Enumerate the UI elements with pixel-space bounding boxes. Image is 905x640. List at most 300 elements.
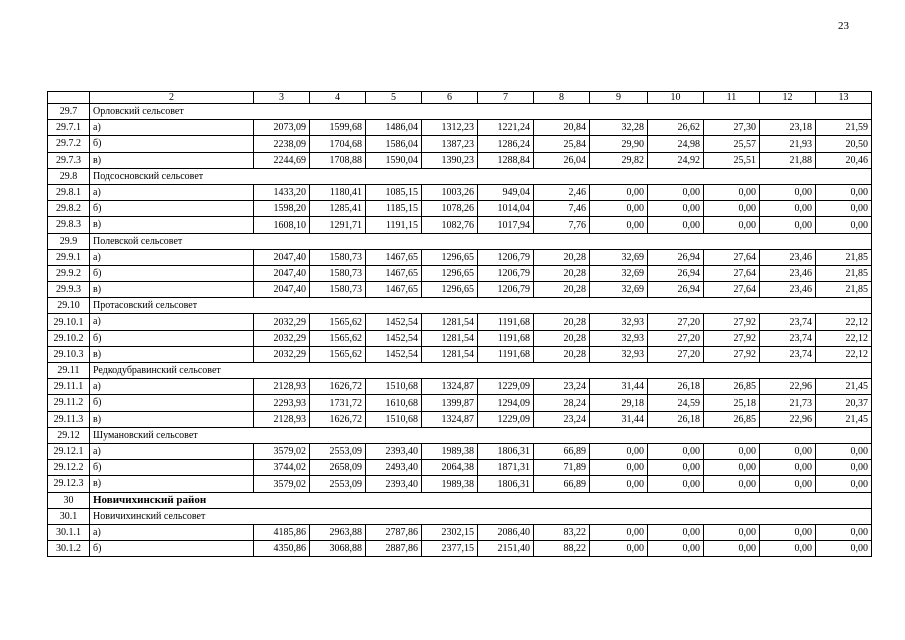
value-cell: 949,04 [478,184,534,200]
district-row [48,492,872,508]
value-cell: 2393,40 [366,443,422,459]
value-cell: 1082,76 [422,217,478,233]
value-cell: 26,94 [648,249,704,265]
value-cell: 1003,26 [422,184,478,200]
value-cell: 1324,87 [422,411,478,427]
value-cell: 1565,62 [310,330,366,346]
value-cell: 1281,54 [422,346,478,362]
value-cell: 1580,73 [310,249,366,265]
table-row [48,120,872,136]
value-cell: 23,74 [760,314,816,330]
value-cell: 0,00 [704,460,760,476]
value-cell: 32,93 [590,330,648,346]
value-cell: 1291,71 [310,217,366,233]
value-cell: 23,46 [760,265,816,281]
value-cell: 32,93 [590,346,648,362]
row-code: 29.7.3 [48,152,90,168]
value-cell: 26,18 [648,411,704,427]
row-code: 29.9.3 [48,282,90,298]
value-cell: 0,00 [590,443,648,459]
table-row [48,524,872,540]
value-cell: 2047,40 [254,265,310,281]
value-cell: 0,00 [590,184,648,200]
value-cell: 0,00 [816,524,872,540]
value-cell: 32,69 [590,282,648,298]
value-cell: 2658,09 [310,460,366,476]
value-cell: 0,00 [760,443,816,459]
value-cell: 27,92 [704,346,760,362]
row-code: 29.11.2 [48,395,90,411]
row-code: 29.9.2 [48,265,90,281]
value-cell: 1085,15 [366,184,422,200]
value-cell: 28,24 [534,395,590,411]
value-cell: 1285,41 [310,201,366,217]
value-cell: 22,96 [760,411,816,427]
value-cell: 20,28 [534,330,590,346]
value-cell: 26,85 [704,411,760,427]
value-cell: 1221,24 [478,120,534,136]
value-cell: 25,18 [704,395,760,411]
section-code: 29.11 [48,363,90,379]
value-cell: 0,00 [648,541,704,557]
value-cell: 1510,68 [366,411,422,427]
value-cell: 0,00 [704,201,760,217]
value-cell: 66,89 [534,443,590,459]
value-cell: 24,92 [648,152,704,168]
row-variant: б) [90,136,254,152]
header-cell: 11 [704,92,760,104]
value-cell: 0,00 [816,476,872,492]
row-code: 29.8.2 [48,201,90,217]
table-row [48,282,872,298]
value-cell: 1704,68 [310,136,366,152]
value-cell: 0,00 [590,217,648,233]
value-cell: 1452,54 [366,330,422,346]
value-cell: 1486,04 [366,120,422,136]
tariff-table [47,91,872,557]
value-cell: 1206,79 [478,249,534,265]
value-cell: 22,12 [816,346,872,362]
value-cell: 1626,72 [310,411,366,427]
row-code: 29.8.1 [48,184,90,200]
value-cell: 1590,04 [366,152,422,168]
value-cell: 0,00 [760,524,816,540]
value-cell: 2293,93 [254,395,310,411]
value-cell: 1399,87 [422,395,478,411]
value-cell: 20,28 [534,346,590,362]
value-cell: 0,00 [648,460,704,476]
value-cell: 2128,93 [254,379,310,395]
row-variant: а) [90,120,254,136]
row-variant: а) [90,184,254,200]
table-row [48,346,872,362]
value-cell: 1390,23 [422,152,478,168]
value-cell: 1191,15 [366,217,422,233]
value-cell: 66,89 [534,476,590,492]
table-row [48,476,872,492]
value-cell: 2128,93 [254,411,310,427]
table-row [48,330,872,346]
header-cell: 12 [760,92,816,104]
value-cell: 0,00 [760,217,816,233]
value-cell: 1608,10 [254,217,310,233]
value-cell: 27,64 [704,249,760,265]
table-row [48,201,872,217]
value-cell: 0,00 [590,476,648,492]
section-row [48,233,872,249]
value-cell: 31,44 [590,411,648,427]
value-cell: 1586,04 [366,136,422,152]
value-cell: 26,94 [648,265,704,281]
value-cell: 21,93 [760,136,816,152]
row-variant: в) [90,476,254,492]
section-code: 29.8 [48,168,90,184]
section-code: 30.1 [48,508,90,524]
value-cell: 1191,68 [478,314,534,330]
row-code: 29.7.2 [48,136,90,152]
value-cell: 2064,38 [422,460,478,476]
value-cell: 1017,94 [478,217,534,233]
section-row [48,427,872,443]
value-cell: 1708,88 [310,152,366,168]
row-variant: б) [90,201,254,217]
table-row [48,314,872,330]
value-cell: 0,00 [816,443,872,459]
value-cell: 2787,86 [366,524,422,540]
value-cell: 7,76 [534,217,590,233]
value-cell: 3068,88 [310,541,366,557]
value-cell: 0,00 [760,541,816,557]
table-row [48,265,872,281]
row-code: 29.10.2 [48,330,90,346]
value-cell: 27,92 [704,314,760,330]
value-cell: 27,20 [648,330,704,346]
header-cell: 2 [90,92,254,104]
value-cell: 32,69 [590,265,648,281]
value-cell: 0,00 [648,443,704,459]
section-code: 30 [48,492,90,508]
value-cell: 0,00 [590,460,648,476]
value-cell: 1610,68 [366,395,422,411]
value-cell: 1229,09 [478,411,534,427]
value-cell: 0,00 [704,443,760,459]
value-cell: 0,00 [590,524,648,540]
value-cell: 25,84 [534,136,590,152]
row-variant: б) [90,460,254,476]
value-cell: 26,62 [648,120,704,136]
value-cell: 1296,65 [422,249,478,265]
value-cell: 1467,65 [366,265,422,281]
value-cell: 0,00 [704,541,760,557]
value-cell: 0,00 [816,217,872,233]
value-cell: 21,59 [816,120,872,136]
value-cell: 2,46 [534,184,590,200]
value-cell: 27,30 [704,120,760,136]
value-cell: 3579,02 [254,476,310,492]
value-cell: 22,12 [816,314,872,330]
row-code: 29.12.2 [48,460,90,476]
value-cell: 1078,26 [422,201,478,217]
header-cell-blank [48,92,90,104]
value-cell: 27,64 [704,282,760,298]
section-row [48,363,872,379]
row-variant: б) [90,265,254,281]
section-code: 29.10 [48,298,90,314]
value-cell: 20,84 [534,120,590,136]
header-cell: 13 [816,92,872,104]
value-cell: 88,22 [534,541,590,557]
section-row [48,168,872,184]
section-name: Новичихинский сельсовет [90,508,872,524]
header-cell: 5 [366,92,422,104]
value-cell: 2963,88 [310,524,366,540]
value-cell: 1206,79 [478,265,534,281]
value-cell: 21,85 [816,265,872,281]
value-cell: 29,82 [590,152,648,168]
row-code: 29.9.1 [48,249,90,265]
value-cell: 27,20 [648,346,704,362]
section-row [48,298,872,314]
header-cell: 3 [254,92,310,104]
section-name: Шумановский сельсовет [90,427,872,443]
value-cell: 2238,09 [254,136,310,152]
value-cell: 1599,68 [310,120,366,136]
value-cell: 0,00 [704,184,760,200]
section-name: Редкодубравинский сельсовет [90,363,872,379]
value-cell: 2032,29 [254,314,310,330]
value-cell: 1180,41 [310,184,366,200]
value-cell: 3579,02 [254,443,310,459]
row-variant: а) [90,314,254,330]
value-cell: 26,94 [648,282,704,298]
row-code: 29.7.1 [48,120,90,136]
value-cell: 1294,09 [478,395,534,411]
value-cell: 26,04 [534,152,590,168]
district-name: Новичихинский район [90,492,872,508]
value-cell: 0,00 [816,460,872,476]
header-cell: 8 [534,92,590,104]
page-number: 23 [838,20,849,32]
value-cell: 21,85 [816,282,872,298]
value-cell: 24,98 [648,136,704,152]
value-cell: 83,22 [534,524,590,540]
value-cell: 0,00 [648,184,704,200]
table-row [48,136,872,152]
value-cell: 27,92 [704,330,760,346]
value-cell: 3744,02 [254,460,310,476]
value-cell: 1281,54 [422,314,478,330]
value-cell: 0,00 [760,476,816,492]
value-cell: 20,37 [816,395,872,411]
value-cell: 1871,31 [478,460,534,476]
header-cell: 7 [478,92,534,104]
header-cell: 6 [422,92,478,104]
value-cell: 23,46 [760,249,816,265]
value-cell: 23,24 [534,411,590,427]
value-cell: 1014,04 [478,201,534,217]
value-cell: 2047,40 [254,249,310,265]
value-cell: 1467,65 [366,282,422,298]
row-code: 29.8.3 [48,217,90,233]
value-cell: 1731,72 [310,395,366,411]
row-code: 29.11.3 [48,411,90,427]
section-row [48,104,872,120]
value-cell: 29,18 [590,395,648,411]
value-cell: 20,28 [534,265,590,281]
value-cell: 26,85 [704,379,760,395]
value-cell: 1387,23 [422,136,478,152]
header-cell: 9 [590,92,648,104]
value-cell: 1206,79 [478,282,534,298]
table-row [48,460,872,476]
value-cell: 2553,09 [310,476,366,492]
value-cell: 2073,09 [254,120,310,136]
row-variant: а) [90,524,254,540]
value-cell: 1806,31 [478,443,534,459]
value-cell: 23,46 [760,282,816,298]
value-cell: 1191,68 [478,330,534,346]
value-cell: 0,00 [648,524,704,540]
value-cell: 7,46 [534,201,590,217]
value-cell: 1580,73 [310,265,366,281]
value-cell: 1312,23 [422,120,478,136]
value-cell: 20,28 [534,282,590,298]
row-variant: в) [90,411,254,427]
value-cell: 2493,40 [366,460,422,476]
value-cell: 4350,86 [254,541,310,557]
section-name: Протасовский сельсовет [90,298,872,314]
value-cell: 21,45 [816,379,872,395]
row-variant: б) [90,330,254,346]
value-cell: 0,00 [648,476,704,492]
value-cell: 2047,40 [254,282,310,298]
value-cell: 2032,29 [254,346,310,362]
value-cell: 1452,54 [366,314,422,330]
value-cell: 1296,65 [422,282,478,298]
value-cell: 0,00 [816,541,872,557]
value-cell: 0,00 [760,460,816,476]
value-cell: 1229,09 [478,379,534,395]
value-cell: 0,00 [760,184,816,200]
value-cell: 23,74 [760,330,816,346]
value-cell: 2151,40 [478,541,534,557]
value-cell: 1565,62 [310,314,366,330]
value-cell: 0,00 [648,201,704,217]
value-cell: 1185,15 [366,201,422,217]
value-cell: 20,28 [534,314,590,330]
row-code: 29.11.1 [48,379,90,395]
value-cell: 25,51 [704,152,760,168]
value-cell: 2393,40 [366,476,422,492]
value-cell: 2086,40 [478,524,534,540]
value-cell: 32,69 [590,249,648,265]
section-code: 29.12 [48,427,90,443]
value-cell: 23,74 [760,346,816,362]
value-cell: 21,45 [816,411,872,427]
value-cell: 2244,69 [254,152,310,168]
value-cell: 1467,65 [366,249,422,265]
value-cell: 1191,68 [478,346,534,362]
row-code: 29.12.1 [48,443,90,459]
value-cell: 0,00 [704,217,760,233]
value-cell: 0,00 [704,524,760,540]
value-cell: 31,44 [590,379,648,395]
value-cell: 1452,54 [366,346,422,362]
row-variant: в) [90,152,254,168]
value-cell: 0,00 [816,201,872,217]
section-row [48,508,872,524]
value-cell: 0,00 [760,201,816,217]
value-cell: 20,46 [816,152,872,168]
value-cell: 1433,20 [254,184,310,200]
value-cell: 27,64 [704,265,760,281]
value-cell: 1806,31 [478,476,534,492]
value-cell: 1989,38 [422,443,478,459]
row-variant: а) [90,443,254,459]
value-cell: 1565,62 [310,346,366,362]
value-cell: 27,20 [648,314,704,330]
table-row [48,184,872,200]
row-code: 30.1.2 [48,541,90,557]
header-cell: 4 [310,92,366,104]
row-variant: б) [90,395,254,411]
table-row [48,217,872,233]
table-row [48,379,872,395]
section-name: Подсосновский сельсовет [90,168,872,184]
value-cell: 32,93 [590,314,648,330]
value-cell: 0,00 [704,476,760,492]
value-cell: 4185,86 [254,524,310,540]
value-cell: 1580,73 [310,282,366,298]
value-cell: 20,28 [534,249,590,265]
table-row [48,395,872,411]
value-cell: 1288,84 [478,152,534,168]
table-row [48,541,872,557]
table-row [48,411,872,427]
row-code: 29.12.3 [48,476,90,492]
value-cell: 0,00 [590,541,648,557]
row-variant: а) [90,379,254,395]
value-cell: 0,00 [816,184,872,200]
value-cell: 2377,15 [422,541,478,557]
section-name: Полевской сельсовет [90,233,872,249]
value-cell: 0,00 [648,217,704,233]
value-cell: 22,12 [816,330,872,346]
value-cell: 1510,68 [366,379,422,395]
row-variant: в) [90,217,254,233]
value-cell: 21,88 [760,152,816,168]
value-cell: 21,73 [760,395,816,411]
table-body [48,92,872,557]
row-variant: в) [90,282,254,298]
table-row [48,152,872,168]
row-variant: в) [90,346,254,362]
value-cell: 1286,24 [478,136,534,152]
value-cell: 26,18 [648,379,704,395]
value-cell: 24,59 [648,395,704,411]
value-cell: 1626,72 [310,379,366,395]
value-cell: 2302,15 [422,524,478,540]
value-cell: 2032,29 [254,330,310,346]
value-cell: 1296,65 [422,265,478,281]
value-cell: 29,90 [590,136,648,152]
value-cell: 2887,86 [366,541,422,557]
value-cell: 1989,38 [422,476,478,492]
row-code: 29.10.3 [48,346,90,362]
value-cell: 22,96 [760,379,816,395]
section-code: 29.9 [48,233,90,249]
value-cell: 1324,87 [422,379,478,395]
